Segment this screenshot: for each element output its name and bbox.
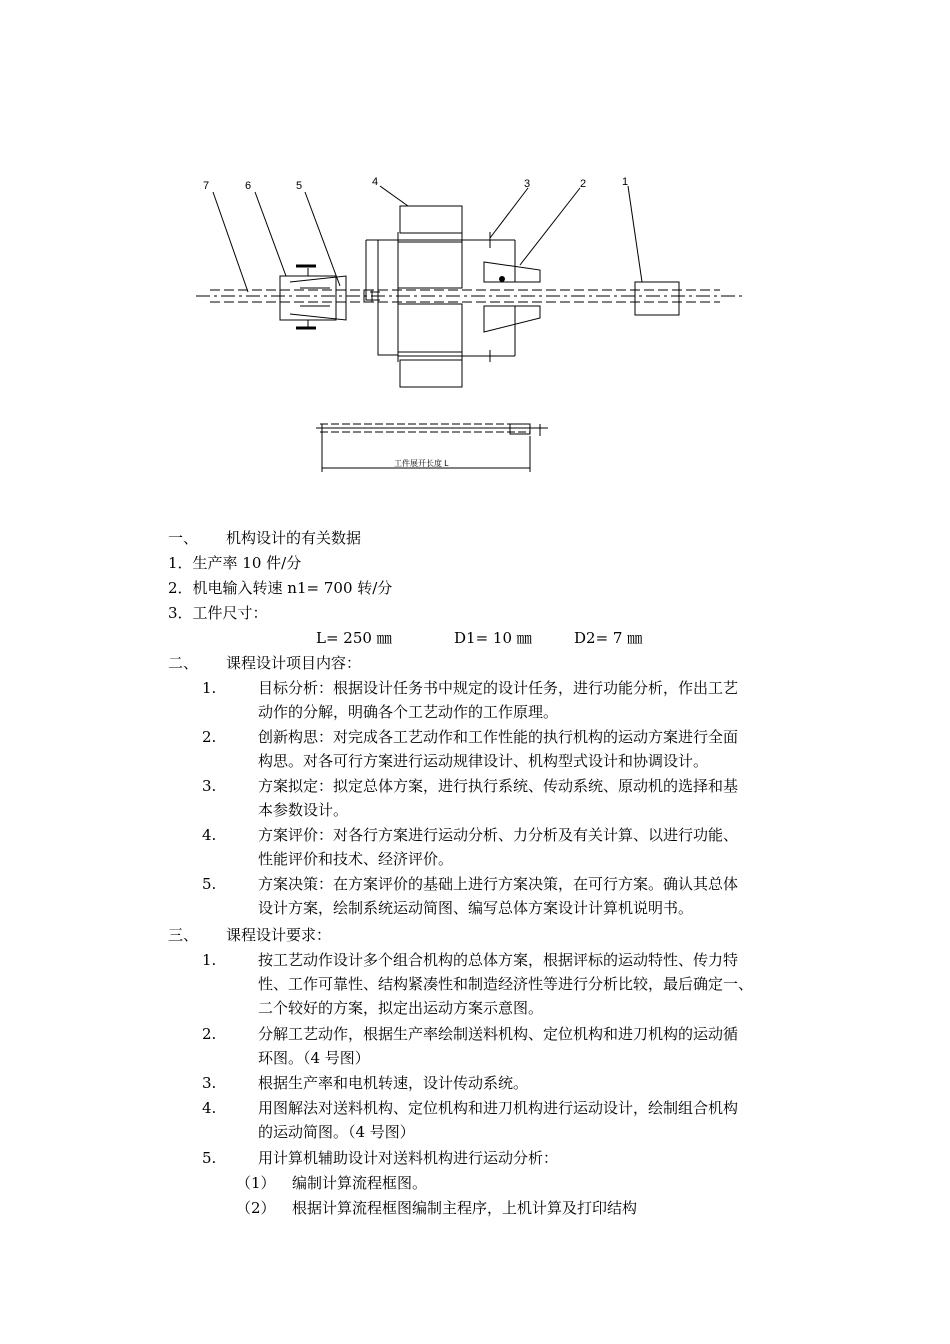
s2-item-3-num: 3.: [202, 777, 217, 795]
s3-item-2-line1: 分解工艺动作，根据生产率绘制送料机构、定位机构和进刀机构的运动循: [258, 1025, 739, 1043]
s2-item-2-num: 2.: [202, 728, 217, 746]
s2-item-5-line1: 方案决策：在方案评价的基础上进行方案决策，在可行方案。确认其总体: [258, 875, 739, 893]
s3-item-4-line1: 用图解法对送料机构、定位机构和进刀机构进行运动设计，绘制组合机构: [258, 1099, 739, 1117]
s3-item-2-num: 2.: [202, 1025, 217, 1043]
section1-heading: 机构设计的有关数据: [226, 529, 362, 547]
part-label-5: 5: [296, 180, 303, 192]
s2-item-2-line1: 创新构思：对完成各工艺动作和工作性能的执行机构的运动方案进行全面: [258, 728, 739, 746]
s2-item-4-num: 4.: [202, 826, 217, 844]
part-6-sleeve: [280, 276, 336, 320]
part-1-box: [635, 282, 679, 315]
section1-item-3: 3．工件尺寸：: [168, 604, 268, 622]
dim-D2: D2= 7 ㎜: [574, 629, 643, 647]
s3-item-1-line1: 按工艺动作设计多个组合机构的总体方案，根据评标的运动特性、传力特: [258, 951, 739, 969]
section1-heading-num: 一、: [168, 529, 199, 547]
s3-item-5-line1: 用计算机辅助设计对送料机构进行运动分析：: [258, 1149, 559, 1167]
s3-item-1-num: 1.: [202, 951, 217, 969]
part-label-6: 6: [245, 180, 252, 192]
s2-item-2-line2: 构思。对各可行方案进行运动规律设计、机构型式设计和协调设计。: [258, 752, 709, 770]
s3-item-4-num: 4.: [202, 1099, 217, 1117]
part-label-1: 1: [622, 176, 629, 188]
part-2-upper: [484, 262, 540, 282]
section3-heading-num: 三、: [168, 926, 199, 944]
mechanism-diagram: [0, 0, 950, 500]
s3-item-3-line1: 根据生产率和电机转速，设计传动系统。: [258, 1074, 529, 1092]
section2-heading: 课程设计项目内容：: [226, 654, 362, 672]
part-label-7: 7: [203, 180, 210, 192]
s2-item-5-line2: 设计方案，绘制系统运动简图、编写总体方案设计计算机说明书。: [258, 899, 694, 917]
part-label-2: 2: [580, 178, 587, 190]
s3-sub-2-text: 根据计算流程框图编制主程序，上机计算及打印结构: [292, 1199, 638, 1217]
s3-item-5-num: 5.: [202, 1149, 217, 1167]
s2-item-4-line1: 方案评价：对各行方案进行运动分析、力分析及有关计算、以进行功能、: [258, 826, 739, 844]
section3-heading: 课程设计要求：: [226, 926, 332, 944]
s3-item-4-line2: 的运动简图。（4 号图）: [258, 1123, 415, 1141]
part-4-bottom: [400, 360, 462, 387]
s2-item-1-line2: 动作的分解，明确各个工艺动作的工作原理。: [258, 703, 559, 721]
part-label-3: 3: [524, 178, 531, 190]
part-4-top: [400, 206, 462, 233]
s2-item-4-line2: 性能评价和技术、经济评价。: [258, 850, 454, 868]
s3-sub-1-text: 编制计算流程框图。: [292, 1174, 428, 1192]
section2-heading-num: 二、: [168, 654, 199, 672]
s3-item-1-line2: 性、工作可靠性、结构紧凑性和制造经济性等进行分析比较，最后确定一、: [258, 975, 754, 993]
s2-item-3-line1: 方案拟定：拟定总体方案，进行执行系统、传动系统、原动机的选择和基: [258, 777, 739, 795]
s3-sub-2-num: （2）: [236, 1199, 276, 1217]
section1-item-1: 1．生产率 10 件/分: [168, 554, 302, 572]
s2-item-1-num: 1.: [202, 679, 217, 697]
s2-item-3-line2: 本参数设计。: [258, 801, 349, 819]
workpiece-caption: 工件展开长度 L: [394, 459, 449, 468]
part-label-4: 4: [372, 176, 379, 188]
s3-item-2-line2: 环图。（4 号图）: [258, 1049, 370, 1067]
dim-L: L= 250 ㎜: [316, 629, 392, 647]
s2-item-5-num: 5.: [202, 875, 217, 893]
part-2-lower: [484, 306, 540, 332]
s2-item-1-line1: 目标分析：根据设计任务书中规定的设计任务，进行功能分析，作出工艺: [258, 679, 739, 697]
s3-item-3-num: 3.: [202, 1074, 217, 1092]
section1-item-2: 2．机电输入转速 n1= 700 转/分: [168, 579, 393, 597]
dim-D1: D1= 10 ㎜: [454, 629, 532, 647]
s3-item-1-line3: 二个较好的方案，拟定出运动方案示意图。: [258, 999, 544, 1017]
s3-sub-1-num: （1）: [236, 1174, 276, 1192]
